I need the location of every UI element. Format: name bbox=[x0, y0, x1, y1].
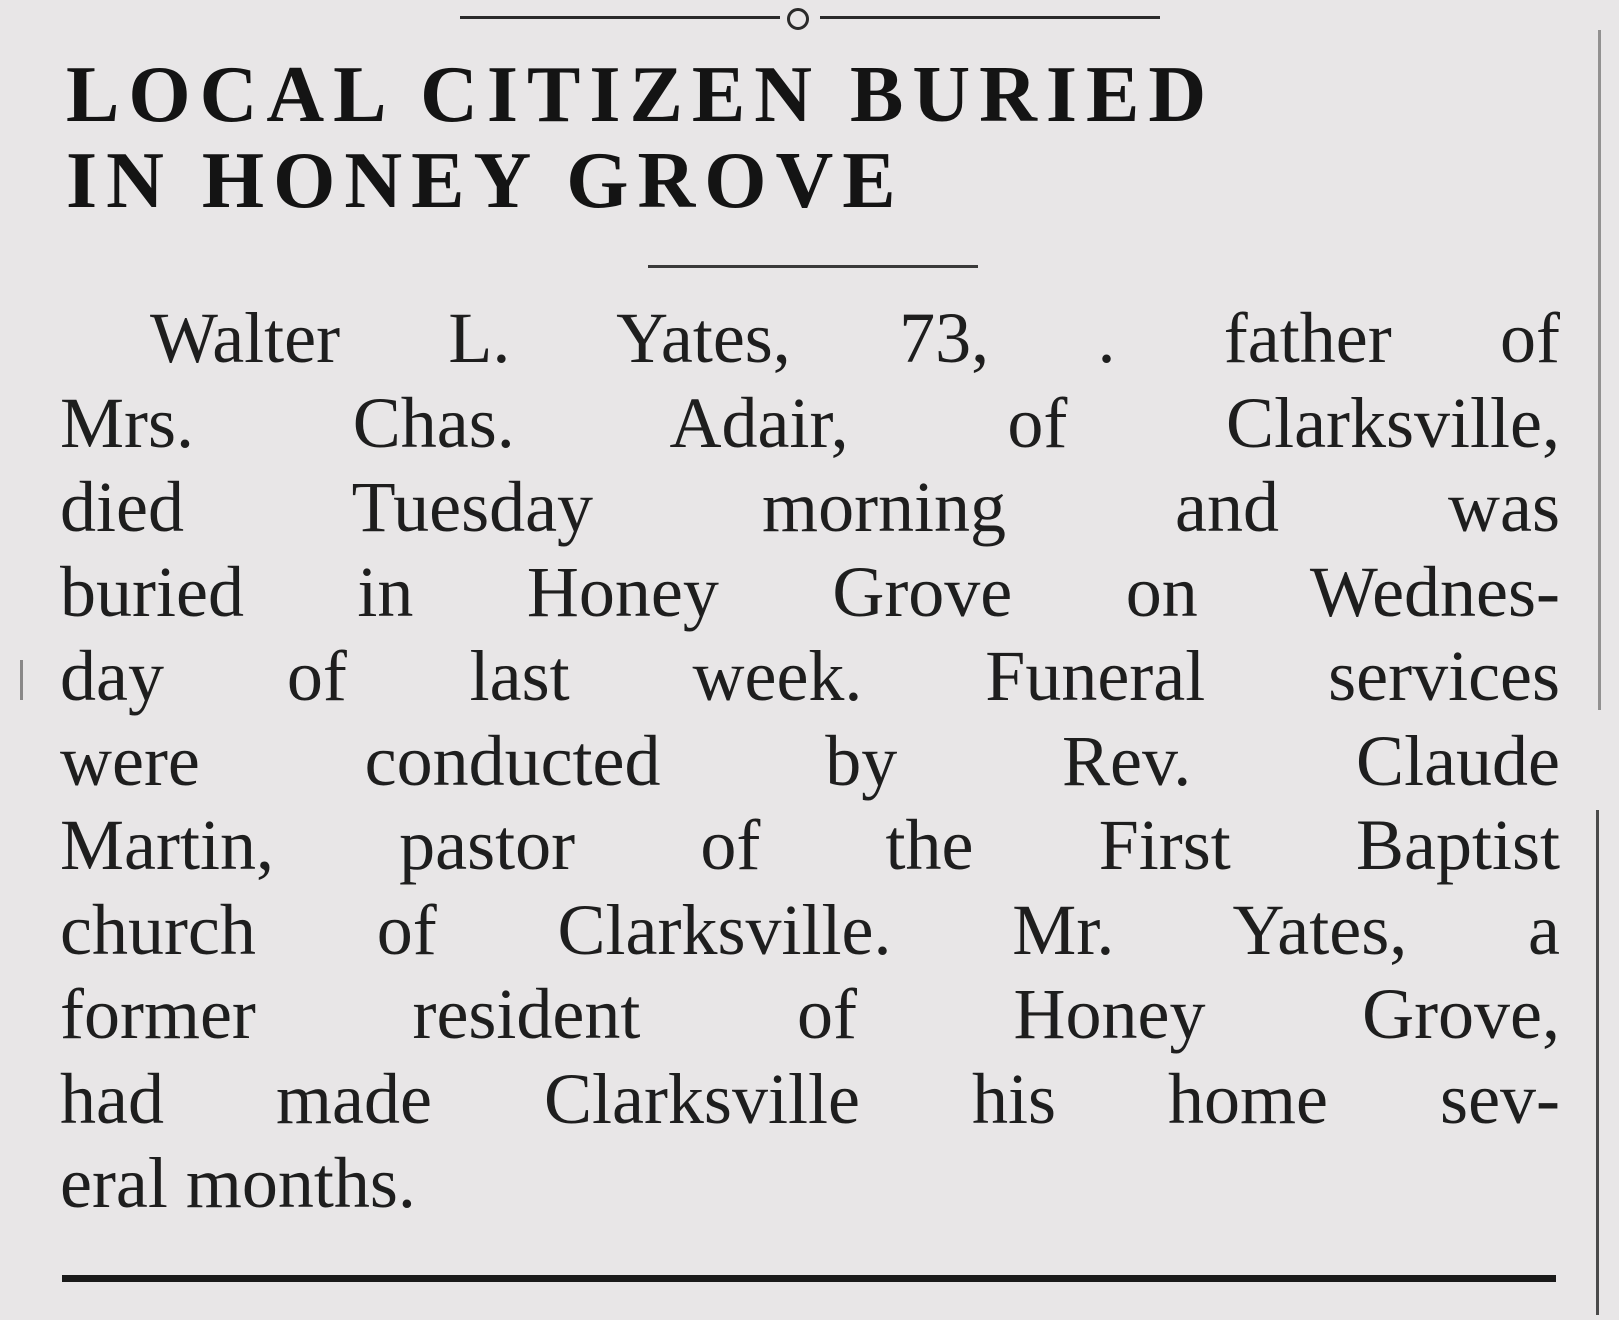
body-line: had made Clarksville his home sev- bbox=[60, 1058, 1560, 1139]
rule-ornament-circle bbox=[787, 8, 809, 30]
body-line: eral months. bbox=[60, 1143, 416, 1223]
body-line: former resident of Honey Grove, bbox=[60, 974, 1560, 1054]
column-border bbox=[20, 660, 23, 700]
body-line: buried in Honey Grove on Wednes- bbox=[60, 551, 1560, 632]
ornamental-rule bbox=[460, 10, 1160, 26]
column-border bbox=[1596, 810, 1599, 1315]
headline-divider bbox=[648, 265, 978, 268]
body-line: day of last week. Funeral services bbox=[60, 636, 1560, 716]
body-line: died Tuesday morning and was bbox=[60, 467, 1560, 547]
body-line: Mrs. Chas. Adair, of Clarksville, bbox=[60, 382, 1560, 463]
body-line: Walter L. Yates, 73, . father of bbox=[150, 298, 1560, 378]
body-line: were conducted by Rev. Claude bbox=[60, 720, 1560, 801]
headline-line-2: IN HONEY GROVE bbox=[66, 137, 905, 225]
body-line: church of Clarksville. Mr. Yates, a bbox=[60, 889, 1560, 970]
body-line: Martin, pastor of the First Baptist bbox=[60, 805, 1560, 885]
headline-line-1: LOCAL CITIZEN BURIED bbox=[66, 51, 1216, 139]
article-body bbox=[60, 296, 1560, 1226]
bottom-rule bbox=[62, 1275, 1556, 1282]
column-border bbox=[1598, 30, 1601, 710]
rule-line-right bbox=[820, 16, 1160, 19]
rule-line-left bbox=[460, 16, 780, 19]
headline bbox=[66, 52, 1366, 224]
